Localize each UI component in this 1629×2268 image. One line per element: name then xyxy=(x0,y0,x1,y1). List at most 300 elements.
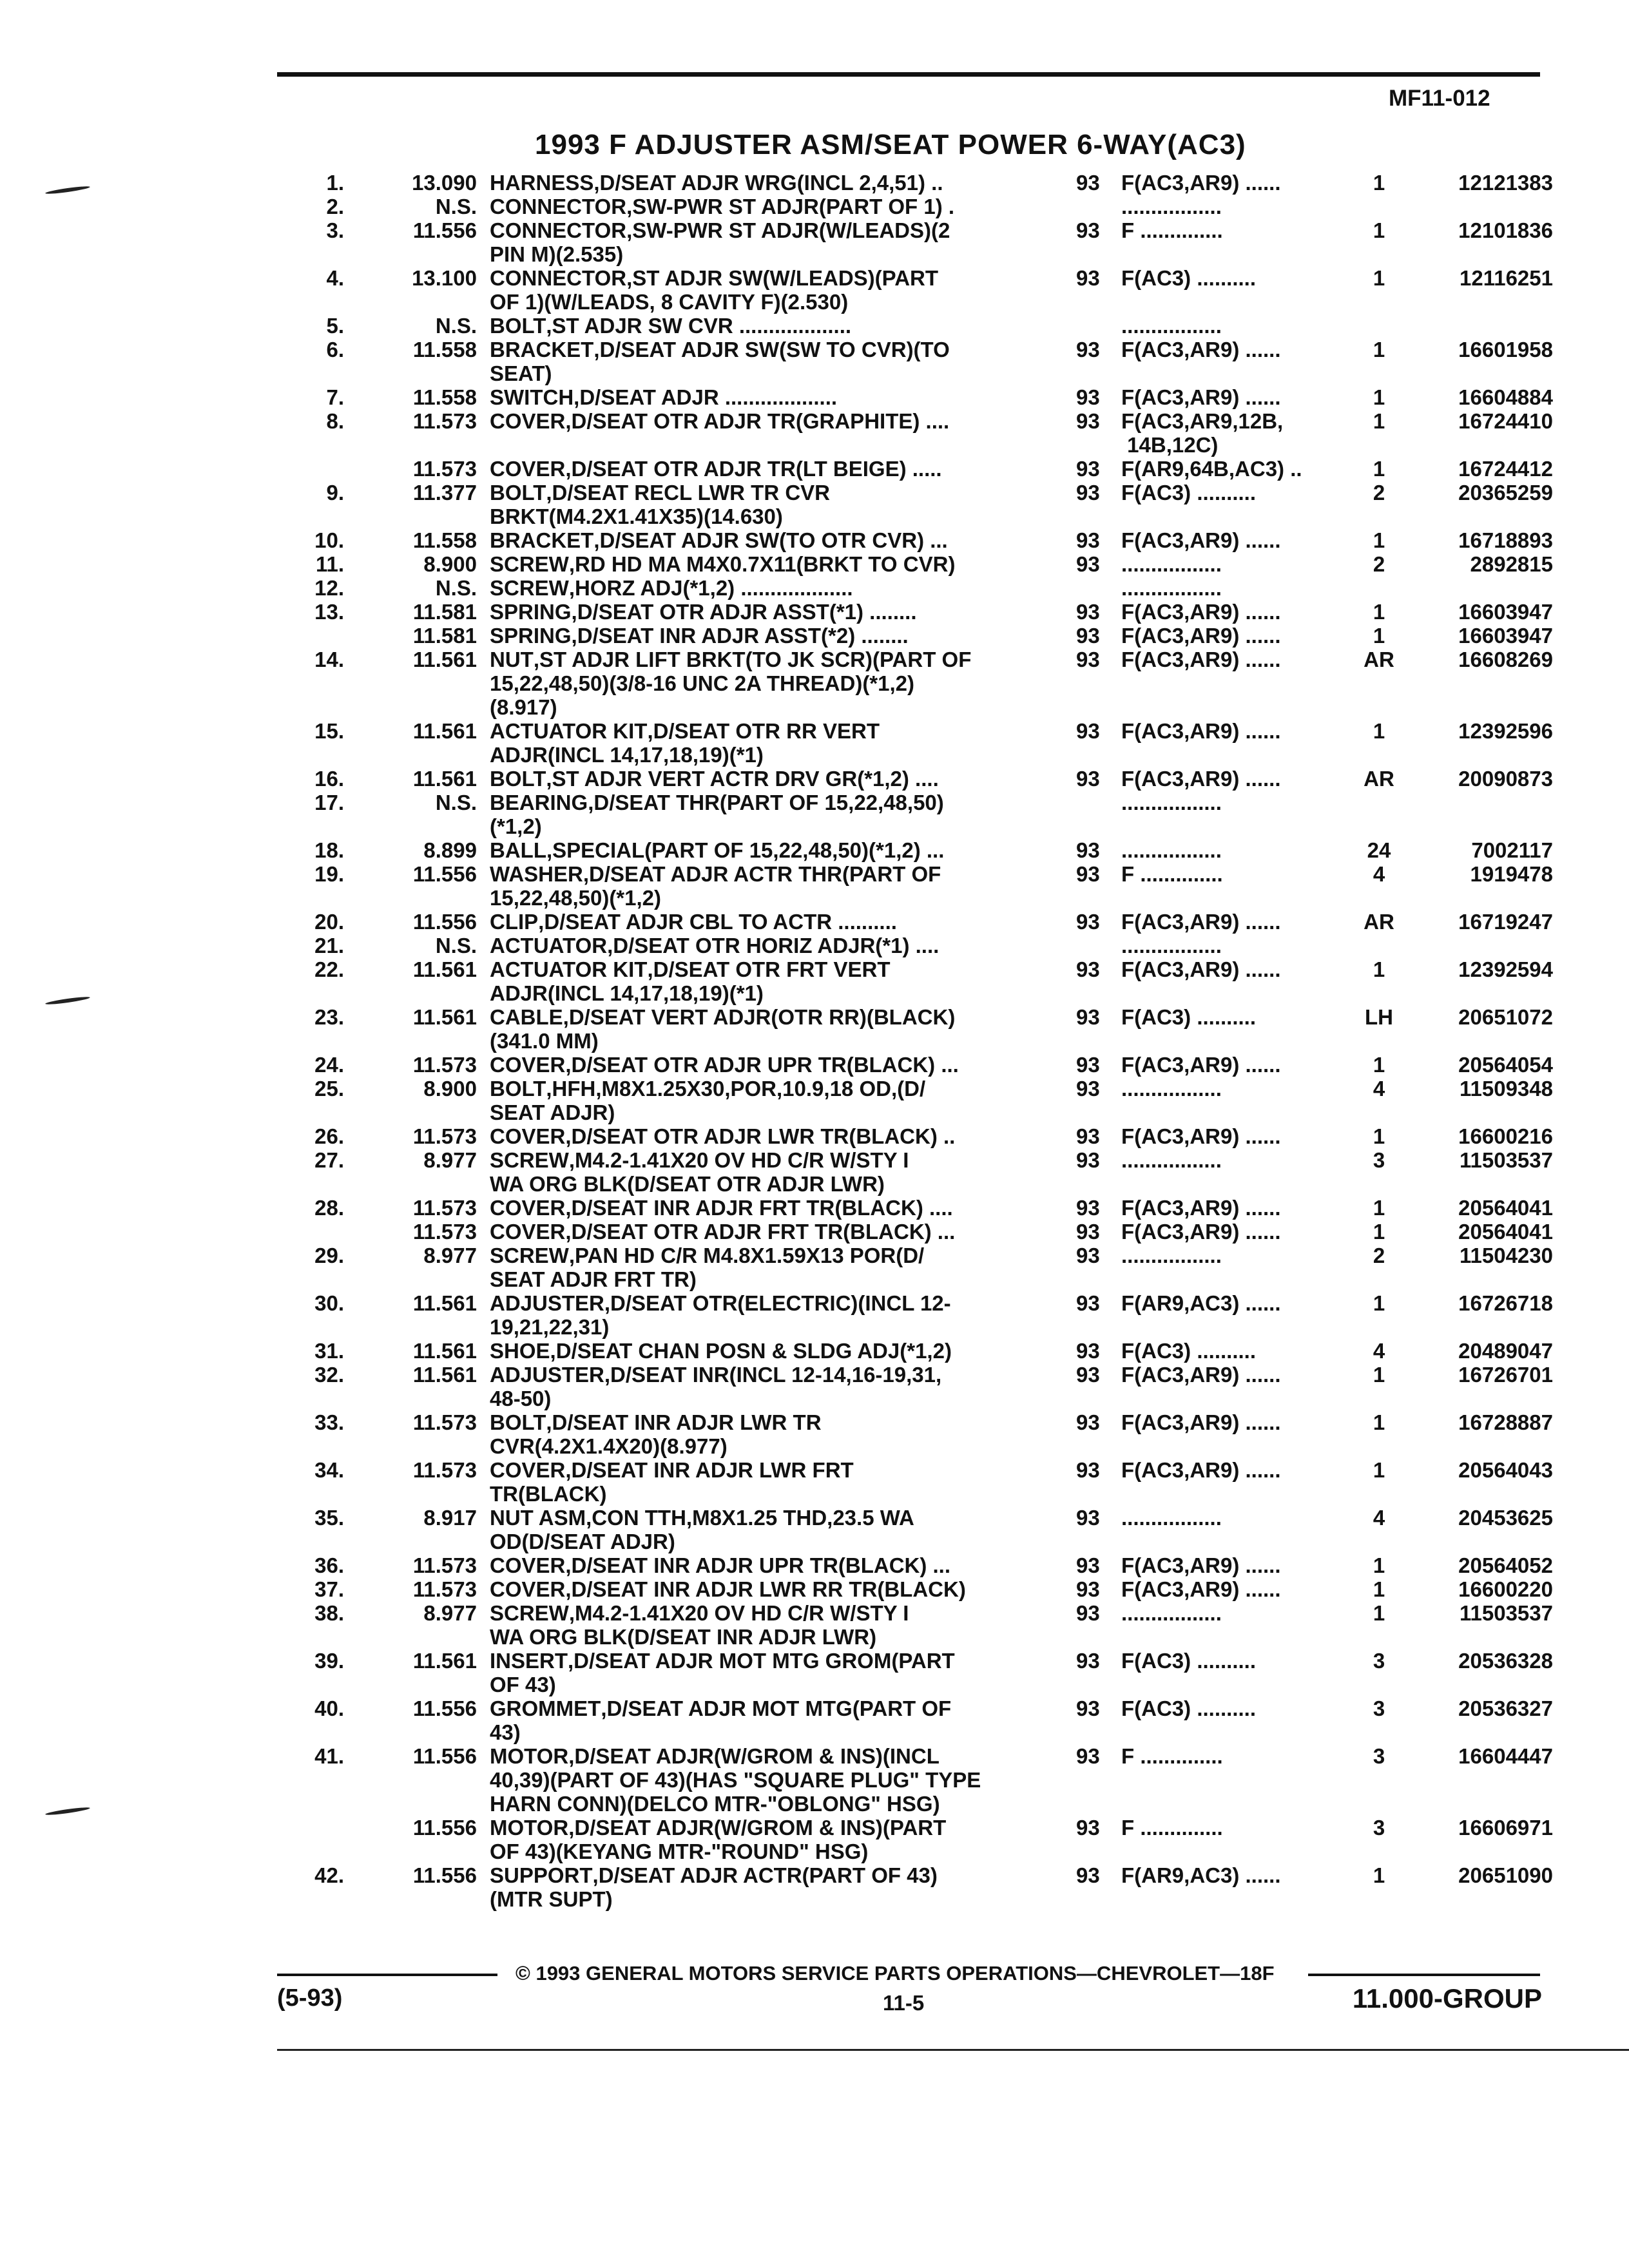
application: F .............. xyxy=(1121,1816,1223,1840)
application: F(AC3,AR9) ...... xyxy=(1121,648,1281,671)
parts-list xyxy=(0,171,1629,1911)
model-year: 93 xyxy=(1076,552,1100,576)
ref-number: 2. xyxy=(326,195,344,218)
description-text: ,D/SEAT ADJR CBL TO ACTR .......... xyxy=(538,910,897,934)
description-text: ,D/SEAT OTR ADJR TR(GRAPHITE) .... xyxy=(565,409,950,433)
part-description xyxy=(490,1005,1076,1053)
group-number: 8.977 xyxy=(423,1244,477,1267)
part-description xyxy=(490,1410,1076,1458)
description-text: ,D/SEAT VERT ADJR(OTR RR)(BLACK) xyxy=(563,1005,956,1029)
description-line xyxy=(490,1148,1076,1172)
ref-number: 28. xyxy=(314,1196,344,1220)
model-year: 93 xyxy=(1076,457,1100,481)
part-name: MOTOR xyxy=(490,1744,569,1768)
description-line xyxy=(490,1410,1076,1434)
part-name: CONNECTOR xyxy=(490,266,627,290)
group-number: 11.561 xyxy=(412,1363,477,1387)
quantity: 1 xyxy=(1373,1053,1385,1077)
catalog-code: MF11-012 xyxy=(1389,86,1490,111)
description-line xyxy=(490,1053,1076,1077)
application: F(AC3,AR9) ...... xyxy=(1121,171,1281,195)
quantity: 1 xyxy=(1373,600,1385,624)
part-description xyxy=(490,838,1076,862)
part-number: 11503537 xyxy=(1459,1148,1553,1172)
part-name: BRACKET xyxy=(490,528,594,552)
description-line xyxy=(490,314,1076,338)
part-number: 20651090 xyxy=(1458,1863,1553,1887)
quantity: 1 xyxy=(1373,1577,1385,1601)
description-text: ,D/SEAT INR ADJR FRT TR(BLACK) .... xyxy=(565,1196,953,1220)
model-year: 93 xyxy=(1076,1244,1100,1267)
model-year: 93 xyxy=(1076,719,1100,743)
model-year: 93 xyxy=(1076,648,1100,671)
description-line xyxy=(490,1696,1076,1720)
part-number: 20564041 xyxy=(1458,1220,1553,1244)
part-number: 12101836 xyxy=(1458,218,1553,242)
part-description xyxy=(490,1577,1076,1601)
ref-number: 13. xyxy=(314,600,344,624)
description-line xyxy=(490,1244,1076,1267)
part-description xyxy=(490,1601,1076,1649)
model-year: 93 xyxy=(1076,218,1100,242)
ref-number: 38. xyxy=(314,1601,344,1625)
group-number: N.S. xyxy=(435,934,477,957)
group-number: 8.899 xyxy=(423,838,477,862)
parts-row xyxy=(0,862,1629,910)
model-year: 93 xyxy=(1076,1696,1100,1720)
model-year: 93 xyxy=(1076,767,1100,791)
application: ................. xyxy=(1121,1077,1222,1100)
ref-number: 14. xyxy=(314,648,344,671)
model-year: 93 xyxy=(1076,1410,1100,1434)
parts-row xyxy=(0,1291,1629,1339)
page-number: 11-5 xyxy=(883,1991,925,2015)
parts-row xyxy=(0,1220,1629,1244)
parts-row xyxy=(0,1816,1629,1863)
parts-row xyxy=(0,1053,1629,1077)
description-line xyxy=(490,1506,1076,1530)
part-description xyxy=(490,1244,1076,1291)
parts-row xyxy=(0,1506,1629,1553)
part-number: 20564052 xyxy=(1458,1553,1553,1577)
part-description xyxy=(490,314,1076,338)
part-name: WASHER xyxy=(490,862,583,886)
description-line xyxy=(490,624,1076,648)
parts-row xyxy=(0,218,1629,266)
application: ................. xyxy=(1121,195,1222,218)
group-number: 11.581 xyxy=(412,600,477,624)
group-number: N.S. xyxy=(435,195,477,218)
description-text: ,D/SEAT INR(INCL 12-14,16-19,31, xyxy=(604,1363,942,1387)
application: F(AC3) .......... xyxy=(1121,1649,1257,1673)
description-text: ,D/SEAT INR ADJR LWR TR xyxy=(546,1410,822,1434)
application: F(AR9,AC3) ...... xyxy=(1121,1291,1281,1315)
quantity: 4 xyxy=(1373,1077,1385,1100)
group-number: 11.558 xyxy=(412,528,477,552)
part-name: CLIP xyxy=(490,910,539,934)
model-year: 93 xyxy=(1076,1148,1100,1172)
part-name: COVER xyxy=(490,1553,566,1577)
footer-copyright: © 1993 GENERAL MOTORS SERVICE PARTS OPERATIONS—CHEVROLET—18F xyxy=(516,1962,1275,1984)
part-description xyxy=(490,195,1076,218)
part-description xyxy=(490,1744,1076,1816)
group-number: 11.573 xyxy=(412,1410,477,1434)
part-name: ADJUSTER xyxy=(490,1363,604,1387)
part-number: 12392596 xyxy=(1458,719,1553,743)
application: F(AC3) .......... xyxy=(1121,266,1257,290)
model-year: 93 xyxy=(1076,838,1100,862)
parts-row xyxy=(0,314,1629,338)
part-description xyxy=(490,1220,1076,1244)
parts-row xyxy=(0,1077,1629,1124)
application: F(AC3,AR9,12B, 14B,12C) xyxy=(1121,409,1284,457)
parts-row xyxy=(0,624,1629,648)
group-number: 8.900 xyxy=(423,552,477,576)
part-name: GROMMET xyxy=(490,1696,601,1720)
application: F .............. xyxy=(1121,218,1223,242)
ref-number: 37. xyxy=(314,1577,344,1601)
part-number: 16600216 xyxy=(1458,1124,1553,1148)
description-text: ,SW-PWR ST ADJR(W/LEADS)(2 xyxy=(626,218,950,242)
parts-row xyxy=(0,1196,1629,1220)
description-continuation: OF 43)(KEYANG MTR-"ROUND" HSG) xyxy=(490,1840,869,1863)
description-text: ,D/SEAT ADJR SW(TO OTR CVR) ... xyxy=(593,528,948,552)
part-name: COVER xyxy=(490,457,566,481)
quantity: 3 xyxy=(1373,1649,1385,1673)
description-line xyxy=(490,576,1076,600)
footer-rule-left xyxy=(277,1974,497,1976)
description-text: ,ST ADJR VERT ACTR DRV GR(*1,2) .... xyxy=(546,767,939,791)
parts-row xyxy=(0,266,1629,314)
quantity: 1 xyxy=(1373,218,1385,242)
description-text: ,D/SEAT OTR HORIZ ADJR(*1) .... xyxy=(607,934,940,957)
model-year: 93 xyxy=(1076,1553,1100,1577)
parts-row xyxy=(0,385,1629,409)
part-number: 20365259 xyxy=(1458,481,1553,505)
model-year: 93 xyxy=(1076,957,1100,981)
ref-number: 36. xyxy=(314,1553,344,1577)
description-text: ,D/SEAT ADJR ACTR(PART OF 43) xyxy=(592,1863,938,1887)
application: F(AC3,AR9) ...... xyxy=(1121,767,1281,791)
part-number: 12121383 xyxy=(1458,171,1553,195)
ref-number: 34. xyxy=(314,1458,344,1482)
description-text: ,CON TTH,M8X1.25 THD,23.5 WA xyxy=(586,1506,914,1530)
parts-row xyxy=(0,338,1629,385)
description-line xyxy=(490,1649,1076,1673)
ref-number: 23. xyxy=(314,1005,344,1029)
model-year: 93 xyxy=(1076,1458,1100,1482)
group-number: 11.556 xyxy=(412,862,477,886)
ref-number: 31. xyxy=(314,1339,344,1363)
group-number: 11.573 xyxy=(412,1458,477,1482)
part-description xyxy=(490,1196,1076,1220)
part-number: 16608269 xyxy=(1458,648,1553,671)
group-number: 11.561 xyxy=(412,648,477,671)
part-description xyxy=(490,171,1076,195)
part-name: CONNECTOR xyxy=(490,218,627,242)
part-number: 2892815 xyxy=(1470,552,1553,576)
description-line xyxy=(490,1196,1076,1220)
quantity: 1 xyxy=(1373,1553,1385,1577)
group-number: 8.977 xyxy=(423,1148,477,1172)
model-year: 93 xyxy=(1076,1577,1100,1601)
group-number: 11.561 xyxy=(412,1649,477,1673)
ref-number: 29. xyxy=(314,1244,344,1267)
description-line xyxy=(490,1124,1076,1148)
part-number: 20564054 xyxy=(1458,1053,1553,1077)
description-line xyxy=(490,648,1076,671)
part-name: ADJUSTER xyxy=(490,1291,604,1315)
quantity: 1 xyxy=(1373,1363,1385,1387)
description-line xyxy=(490,1291,1076,1315)
part-number: 16604447 xyxy=(1458,1744,1553,1768)
description-continuation: SEAT) xyxy=(490,361,552,385)
model-year: 93 xyxy=(1076,1649,1100,1673)
description-continuation: BRKT(M4.2X1.41X35)(14.630) xyxy=(490,505,783,528)
quantity: AR xyxy=(1364,910,1394,934)
description-continuation: (341.0 MM) xyxy=(490,1029,599,1053)
description-continuation: ADJR(INCL 14,17,18,19)(*1) xyxy=(490,981,764,1005)
description-line xyxy=(490,218,1076,242)
description-line xyxy=(490,719,1076,743)
description-line xyxy=(490,957,1076,981)
quantity: LH xyxy=(1365,1005,1393,1029)
part-description xyxy=(490,1506,1076,1553)
model-year: 93 xyxy=(1076,481,1100,505)
description-line xyxy=(490,266,1076,290)
footer-rule-right xyxy=(1308,1974,1540,1976)
part-number: 16726718 xyxy=(1458,1291,1553,1315)
part-name: SCREW xyxy=(490,1148,569,1172)
part-number: 20564043 xyxy=(1458,1458,1553,1482)
parts-row xyxy=(0,1005,1629,1053)
ref-number: 32. xyxy=(314,1363,344,1387)
model-year: 93 xyxy=(1076,1816,1100,1840)
group-number: 13.100 xyxy=(412,266,477,290)
parts-row xyxy=(0,1863,1629,1911)
part-description xyxy=(490,1458,1076,1506)
group-number: 11.581 xyxy=(412,624,477,648)
part-number: 16719247 xyxy=(1458,910,1553,934)
ref-number: 12. xyxy=(314,576,344,600)
ref-number: 16. xyxy=(314,767,344,791)
part-description xyxy=(490,910,1076,934)
description-continuation: WA ORG BLK(D/SEAT INR ADJR LWR) xyxy=(490,1625,877,1649)
parts-row xyxy=(0,409,1629,457)
part-number: 16724412 xyxy=(1458,457,1553,481)
description-text: ,D/SEAT ADJR SW(SW TO CVR)(TO xyxy=(593,338,950,361)
description-line xyxy=(490,552,1076,576)
part-name: COVER xyxy=(490,409,566,433)
part-number: 12116251 xyxy=(1459,266,1553,290)
description-text: ,D/SEAT INR ADJR UPR TR(BLACK) ... xyxy=(565,1553,951,1577)
quantity: 24 xyxy=(1367,838,1391,862)
parts-row xyxy=(0,1148,1629,1196)
application: F(AC3,AR9) ...... xyxy=(1121,1053,1281,1077)
part-name: ACTUATOR xyxy=(490,934,608,957)
part-number: 16603947 xyxy=(1458,624,1553,648)
part-number: 20453625 xyxy=(1458,1506,1553,1530)
description-line xyxy=(490,934,1076,957)
model-year: 93 xyxy=(1076,1339,1100,1363)
part-number: 16726701 xyxy=(1458,1363,1553,1387)
description-continuation: (8.917) xyxy=(490,695,557,719)
quantity: 1 xyxy=(1373,409,1385,433)
description-text: ,RD HD MA M4X0.7X11(BRKT TO CVR) xyxy=(568,552,956,576)
ref-number: 9. xyxy=(326,481,344,505)
part-number: 20651072 xyxy=(1458,1005,1553,1029)
part-name: SPRING xyxy=(490,624,572,648)
group-number: 11.573 xyxy=(412,1053,477,1077)
footer-date: (5-93) xyxy=(277,1984,343,2012)
part-description xyxy=(490,600,1076,624)
parts-row xyxy=(0,1696,1629,1744)
description-line xyxy=(490,1744,1076,1768)
model-year: 93 xyxy=(1076,1506,1100,1530)
part-name: BOLT xyxy=(490,1077,546,1100)
quantity: 1 xyxy=(1373,719,1385,743)
application: F(AC3,AR9) ...... xyxy=(1121,338,1281,361)
model-year: 93 xyxy=(1076,385,1100,409)
group-number: 8.900 xyxy=(423,1077,477,1100)
part-name: BOLT xyxy=(490,481,546,505)
quantity: 3 xyxy=(1373,1148,1385,1172)
quantity: 1 xyxy=(1373,266,1385,290)
model-year: 93 xyxy=(1076,1196,1100,1220)
part-description xyxy=(490,1553,1076,1577)
description-line xyxy=(490,791,1076,814)
group-number: 11.556 xyxy=(412,218,477,242)
ref-number: 10. xyxy=(314,528,344,552)
part-description xyxy=(490,624,1076,648)
part-description xyxy=(490,481,1076,528)
part-name: NUT xyxy=(490,648,534,671)
bottom-rule xyxy=(277,2049,1629,2051)
description-continuation: ADJR(INCL 14,17,18,19)(*1) xyxy=(490,743,764,767)
parts-row xyxy=(0,457,1629,481)
description-text: ,M4.2-1.41X20 OV HD C/R W/STY I xyxy=(568,1148,909,1172)
application: ................. xyxy=(1121,934,1222,957)
quantity: 1 xyxy=(1373,1601,1385,1625)
description-line xyxy=(490,409,1076,433)
description-line xyxy=(490,1577,1076,1601)
description-line xyxy=(490,338,1076,361)
application: F(AC3,AR9) ...... xyxy=(1121,1410,1281,1434)
ref-number: 15. xyxy=(314,719,344,743)
application: ................. xyxy=(1121,791,1222,814)
model-year: 93 xyxy=(1076,266,1100,290)
description-continuation: 40,39)(PART OF 43)(HAS "SQUARE PLUG" TYPE xyxy=(490,1768,981,1792)
ref-number: 41. xyxy=(314,1744,344,1768)
part-description xyxy=(490,862,1076,910)
description-line xyxy=(490,1363,1076,1387)
description-line xyxy=(490,1601,1076,1625)
description-continuation: 15,22,48,50)(3/8-16 UNC 2A THREAD)(*1,2) xyxy=(490,671,915,695)
part-number: 20564041 xyxy=(1458,1196,1553,1220)
model-year: 93 xyxy=(1076,1077,1100,1100)
ref-number: 33. xyxy=(314,1410,344,1434)
header-rule xyxy=(277,72,1540,77)
description-line xyxy=(490,838,1076,862)
quantity: 1 xyxy=(1373,1458,1385,1482)
quantity: 4 xyxy=(1373,1339,1385,1363)
group-number: 11.556 xyxy=(412,1744,477,1768)
group-number: 11.561 xyxy=(412,1005,477,1029)
part-number: 1919478 xyxy=(1470,862,1553,886)
parts-row xyxy=(0,576,1629,600)
part-description xyxy=(490,1124,1076,1148)
part-name: HARNESS xyxy=(490,171,594,195)
application: F(AC3,AR9) ...... xyxy=(1121,624,1281,648)
description-text: ,SW-PWR ST ADJR(PART OF 1) . xyxy=(626,195,955,218)
model-year: 93 xyxy=(1076,1005,1100,1029)
application: F(AC3,AR9) ...... xyxy=(1121,910,1281,934)
part-description xyxy=(490,385,1076,409)
model-year: 93 xyxy=(1076,624,1100,648)
group-number: N.S. xyxy=(435,576,477,600)
quantity: 3 xyxy=(1373,1696,1385,1720)
part-number: 16728887 xyxy=(1458,1410,1553,1434)
part-name: BOLT xyxy=(490,314,546,338)
part-name: COVER xyxy=(490,1053,566,1077)
ref-number: 40. xyxy=(314,1696,344,1720)
model-year: 93 xyxy=(1076,1363,1100,1387)
part-name: CONNECTOR xyxy=(490,195,627,218)
ref-number: 35. xyxy=(314,1506,344,1530)
part-name: ACTUATOR KIT xyxy=(490,957,648,981)
group-number: 11.573 xyxy=(412,1220,477,1244)
description-line xyxy=(490,1005,1076,1029)
description-text: ,ST ADJR SW CVR ................... xyxy=(546,314,852,338)
parts-row xyxy=(0,934,1629,957)
description-line xyxy=(490,1816,1076,1840)
description-text: ,D/SEAT INR ADJR LWR FRT xyxy=(565,1458,854,1482)
part-name: COVER xyxy=(490,1220,566,1244)
model-year: 93 xyxy=(1076,1291,1100,1315)
part-number: 12392594 xyxy=(1458,957,1553,981)
application: ................. xyxy=(1121,1601,1222,1625)
quantity: 1 xyxy=(1373,338,1385,361)
application: F(AC3,AR9) ...... xyxy=(1121,719,1281,743)
quantity: 1 xyxy=(1373,1863,1385,1887)
description-continuation: PIN M)(2.535) xyxy=(490,242,624,266)
ref-number: 11. xyxy=(315,552,344,576)
model-year: 93 xyxy=(1076,600,1100,624)
part-name: SCREW xyxy=(490,552,569,576)
application: F(AC3,AR9) ...... xyxy=(1121,528,1281,552)
quantity: 1 xyxy=(1373,1124,1385,1148)
part-number: 20536327 xyxy=(1458,1696,1553,1720)
application: F(AC3,AR9) ...... xyxy=(1121,1124,1281,1148)
application: F(AC3,AR9) ...... xyxy=(1121,957,1281,981)
part-name: SUPPORT xyxy=(490,1863,593,1887)
quantity: 1 xyxy=(1373,957,1385,981)
part-description xyxy=(490,934,1076,957)
parts-row xyxy=(0,481,1629,528)
description-continuation: TR(BLACK) xyxy=(490,1482,607,1506)
description-continuation: 15,22,48,50)(*1,2) xyxy=(490,886,662,910)
group-number: 8.917 xyxy=(423,1506,477,1530)
model-year: 93 xyxy=(1076,1124,1100,1148)
application: F .............. xyxy=(1121,1744,1223,1768)
part-name: INSERT xyxy=(490,1649,568,1673)
part-description xyxy=(490,1696,1076,1744)
group-number: 11.573 xyxy=(412,1577,477,1601)
part-description xyxy=(490,1863,1076,1911)
description-continuation: 43) xyxy=(490,1720,521,1744)
part-description xyxy=(490,1291,1076,1339)
quantity: 3 xyxy=(1373,1816,1385,1840)
